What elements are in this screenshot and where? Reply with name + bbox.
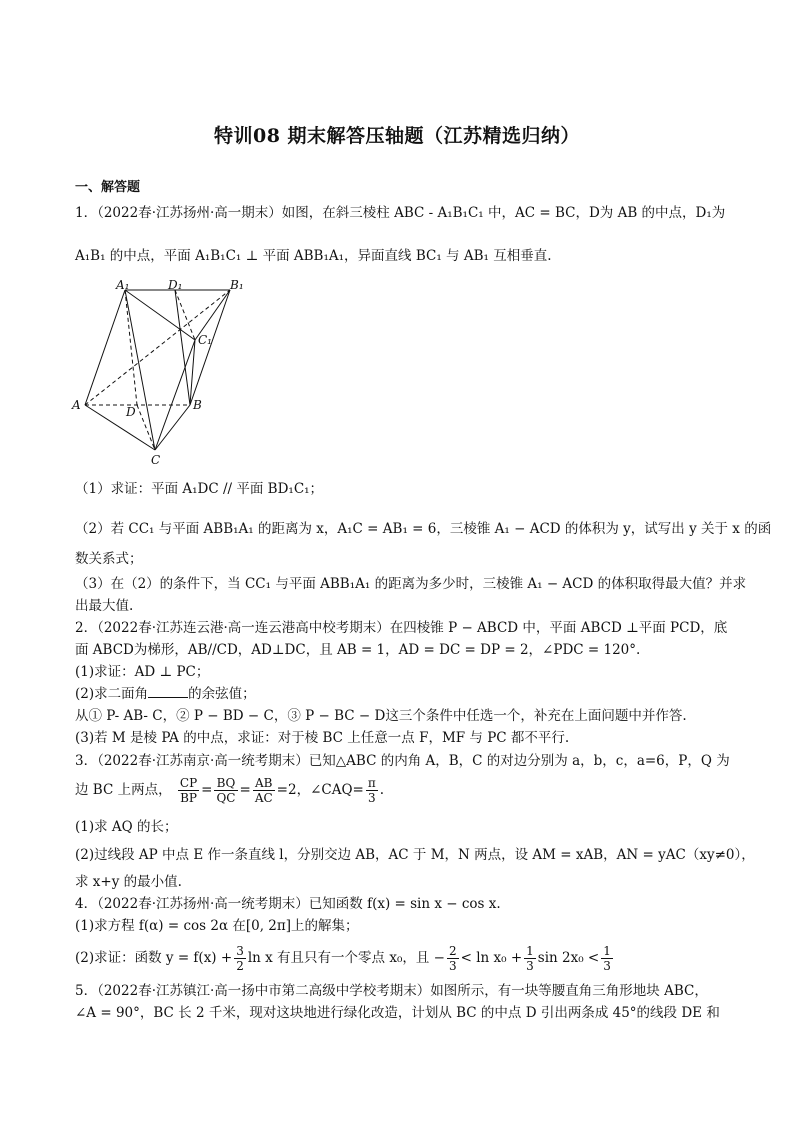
q2-line1: 2．（2022春·江苏连云港·高一连云港高中校考期末）在四棱锥 P − ABCD 中，平面 ABCD ⊥平面 PCD，底 — [75, 620, 728, 636]
label-d1: D₁ — [168, 278, 183, 292]
fraction-cp-bp: $\frac{CP}{BP}$ — [179, 776, 198, 805]
edge-a1-c1 — [125, 290, 195, 340]
edge-a1-a — [85, 290, 125, 405]
q1-part2-b: 数关系式； — [75, 551, 143, 567]
q1-part3-b: 出最大值. — [75, 598, 134, 614]
q3-line2-pre: 边 BC 上两点， — [75, 782, 172, 798]
q1-line1: 1．（2022春·江苏扬州·高一期末）如图，在斜三棱柱 ABC - A₁B₁C₁ 中，AC = BC，D为 AB 的中点，D₁为 — [75, 205, 726, 221]
fraction-bq-qc: $\frac{BQ}{QC}$ — [216, 776, 236, 805]
prism-figure — [70, 280, 260, 470]
q4-part2: (2)求证：函数 y = f(x) + $\frac{3}{2}$ ln x 有且只有一个零点 x₀，且 − $\frac{2}{3}$ < ln x₀ + $\frac{1}{3}$ sin 2x₀ < $\frac{1}{3}$ — [75, 944, 611, 973]
q2-part1: (1)求证：AD ⊥ PC； — [75, 664, 210, 680]
q4-line1: 4．（2022春·江苏扬州·高一统考期末）已知函数 f(x) = sin x − cos x. — [75, 896, 501, 912]
label-a: A — [72, 398, 81, 412]
fraction-3-2: $\frac{3}{2}$ — [236, 944, 244, 973]
q1-line2: A₁B₁ 的中点，平面 A₁B₁C₁ ⊥ 平面 ABB₁A₁，异面直线 BC₁ 与 AB₁ 互相垂直. — [75, 248, 552, 264]
q5-line1: 5．（2022春·江苏镇江·高一扬中市第二高级中学校考期末）如图所示，有一块等腰直角三角形地块 ABC， — [75, 983, 708, 999]
q2-line2: 面 ABCD为梯形，AB//CD，AD⊥DC，且 AB = 1，AD = DC = DP = 2，∠PDC = 120°. — [75, 642, 641, 658]
q2-part2 — [75, 685, 256, 703]
edge-b1-b — [190, 290, 230, 405]
edge-a-c — [85, 405, 155, 450]
q2-choose: 从① P- AB- C，② P − BD − C，③ P − BC − D这三个条件中任选一个，补充在上面问题中并作答. — [75, 708, 687, 724]
label-a1: A₁ — [116, 278, 130, 292]
q1-part2-a: （2）若 CC₁ 与平面 ABB₁A₁ 的距离为 x，A₁C = AB₁ = 6，三棱锥 A₁ − ACD 的体积为 y，试写出 y 关于 x 的函 — [75, 521, 772, 537]
fraction-1-3-b: $\frac{1}{3}$ — [603, 944, 611, 973]
label-c1: C₁ — [198, 333, 212, 347]
label-b1: B₁ — [230, 278, 244, 292]
q4-part1: (1)求方程 f(α) = cos 2α 在[0, 2π]上的解集； — [75, 918, 359, 934]
fraction-1-3-a: $\frac{1}{3}$ — [526, 944, 534, 973]
label-b: B — [193, 398, 202, 412]
prism-diagram — [70, 280, 260, 470]
section-heading: 一、解答题 — [75, 180, 141, 195]
q3-line2-mid: =2，∠CAQ= — [276, 782, 364, 798]
q1-part3-a: （3）在（2）的条件下，当 CC₁ 与平面 ABB₁A₁ 的距离为多少时，三棱锥 A₁ − ACD 的体积取得最大值？并求 — [75, 576, 747, 592]
answer-blank — [148, 685, 188, 698]
fraction-2-3: $\frac{2}{3}$ — [448, 944, 457, 973]
q2-part2-post: 的余弦值； — [188, 686, 256, 702]
edge-c-b — [155, 405, 190, 450]
label-c: C — [151, 453, 161, 467]
q2-part3: (3)若 M 是棱 PA 的中点，求证：对于棱 BC 上任意一点 F，MF 与 PC 都不平行. — [75, 730, 570, 746]
q5-line2: ∠A = 90°，BC 长 2 千米，现对这块地进行绿化改造，计划从 BC 的中点 D 引出两条成 45°的线段 DE 和 — [75, 1005, 720, 1021]
q3-line2: 边 BC 上两点， $\frac{CP}{BP}$ = $\frac{BQ}{QC}$ = $\frac{AB}{AC}$ =2，∠CAQ= $\frac{\pi}{3}$ . — [75, 776, 385, 805]
fraction-ab-ac: $\frac{AB}{AC}$ — [254, 776, 273, 805]
q3-part2-b: 求 x+y 的最小值. — [75, 874, 182, 890]
edge-d-c — [137, 405, 155, 450]
q2-part2-pre: (2)求二面角 — [75, 686, 149, 702]
fraction-pi-3: $\frac{\pi}{3}$ — [367, 776, 376, 805]
edge-a-b1 — [85, 290, 230, 405]
q3-part1: (1)求 AQ 的长； — [75, 819, 178, 835]
q3-line1: 3．（2022春·江苏南京·高一统考期末）已知△ABC 的内角 A，B，C 的对边分别为 a，b，c，a=6，P，Q 为 — [75, 753, 730, 769]
q1-part1: （1）求证：平面 A₁DC // 平面 BD₁C₁； — [75, 481, 324, 497]
edge-c1-b — [190, 340, 195, 405]
page-title: 特训08 期末解答压轴题（江苏精选归纳） — [213, 125, 581, 147]
label-d: D — [126, 405, 136, 419]
edge-a1-d — [125, 290, 137, 405]
q3-part2-a: (2)过线段 AP 中点 E 作一条直线 l，分别交边 AB，AC 于 M，N 两点，设 AM = xAB，AN = yAC（xy≠0）， — [75, 847, 755, 863]
